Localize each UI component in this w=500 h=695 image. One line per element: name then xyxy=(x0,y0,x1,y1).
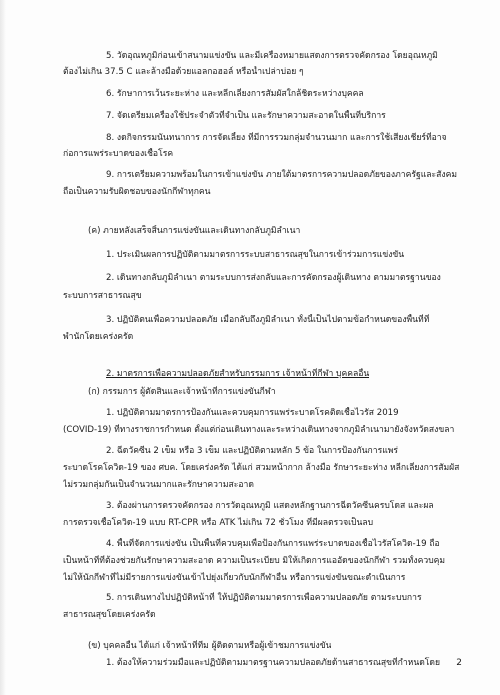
text-line: ระบาดโรคโควิด-19 ของ ศบค. โดยเคร่งครัด ได้แก่ สวมหน้ากาก ล้างมือ รักษาระยะห่าง หลีกเลี่ยงการสัมผัส xyxy=(63,463,460,473)
text-line: 1. ต้องให้ความร่วมมือและปฏิบัติตามมาตรฐานความปลอดภัยด้านสาธารณสุขที่กำหนดโดย xyxy=(106,658,441,668)
text-line: ถือเป็นความรับผิดชอบของนักกีฬาทุกคน xyxy=(63,187,211,197)
text-line: 2. เดินทางกลับภูมิลำเนา ตามระบบการส่งกลับและการคัดกรองผู้เดินทาง ตามมาตรฐานของ xyxy=(106,273,441,283)
text-line: 1. ประเมินผลการปฏิบัติตามมาตรการระบบสาธารณสุขในการเข้าร่วมการแข่งขัน xyxy=(106,250,405,260)
text-line: 6. รักษาการเว้นระยะห่าง และหลีกเลี่ยงการสัมผัสใกล้ชิดระหว่างบุคคล xyxy=(106,89,364,99)
text-line: การตรวจเชื้อโควิด-19 แบบ RT-CPR หรือ ATK ไม่เกิน 72 ชั่วโมง ที่มีผลตรวจเป็นลบ xyxy=(63,518,374,528)
text-line: ระบบการสาธารณสุข xyxy=(63,291,142,301)
text-line: 5. การเดินทางไปปฏิบัติหน้าที่ ให้ปฏิบัติตามมาตรการเพื่อความปลอดภัย ตามระบบการ xyxy=(106,593,422,603)
page-number: 2 xyxy=(456,658,462,668)
text-line: 7. จัดเตรียมเครื่องใช้ประจำตัวที่จำเป็น และรักษาความสะอาดในพื้นที่บริการ xyxy=(106,111,386,121)
subsection-heading: (ข) บุคคลอื่น ได้แก่ เจ้าหน้าที่ทีม ผู้ติดตามหรือผู้เข้าชมการแข่งขัน xyxy=(88,641,332,651)
text-line: ไม่รวมกลุ่มกันเป็นจำนวนมากและรักษาความสะอาด xyxy=(63,480,254,490)
text-line: พำนักโดยเคร่งครัด xyxy=(63,332,134,342)
text-line: ต้องไม่เกิน 37.5 C และล้างมือด้วยแอลกอฮอล์ หรือน้ำเปล่าบ่อย ๆ xyxy=(63,67,304,77)
text-line: 9. การเตรียมความพร้อมในการเข้าแข่งขัน ภายใต้มาตรการความปลอดภัยของภาครัฐและสังคม xyxy=(106,170,457,180)
section-heading: (ค) ภายหลังเสร็จสิ้นการแข่งขันและเดินทางกลับภูมิลำเนา xyxy=(88,226,301,236)
page-edge-shadow xyxy=(0,0,6,695)
text-line: 3. ปฏิบัติตนเพื่อความปลอดภัย เมื่อกลับถึงภูมิลำเนา ทั้งนี้เป็นไปตามข้อกำหนดของพื้นที่ที่ xyxy=(106,315,430,325)
text-line: 2. ฉีดวัคซีน 2 เข็ม หรือ 3 เข็ม และปฏิบัติตามหลัก 5 ข้อ ในการป้องกันการแพร่ xyxy=(106,446,399,456)
text-line: 8. งดกิจกรรมนันทนาการ การจัดเลี้ยง ที่มีการรวมกลุ่มจำนวนมาก และการใช้เสียงเชียร์ที่อาจ xyxy=(106,133,447,143)
text-line: 4. พื้นที่จัดการแข่งขัน เป็นพื้นที่ควบคุมเพื่อป้องกันการแพร่ระบาดของเชื้อไวรัสโควิด-19 ถือ xyxy=(106,539,440,549)
section-heading: 2. มาตรการเพื่อความปลอดภัยสำหรับกรรมการ เจ้าหน้าที่กีฬา บุคคลอื่น xyxy=(106,369,370,379)
text-line: (COVID-19) ที่ทางราชการกำหนด ตั้งแต่ก่อนเดินทางและระหว่างเดินทางจากภูมิลำเนามายังจังหวัดสงขลา xyxy=(63,425,455,435)
text-line: ไม่ให้นักกีฬาที่ไม่มีรายการแข่งขันเข้าไปยุ่งเกี่ยวกับนักกีฬาอื่น หรือการแข่งขันขณะดำเนินการ xyxy=(63,573,406,583)
subsection-heading: (ก) กรรมการ ผู้ตัดสินและเจ้าหน้าที่การแข่งขันกีฬา xyxy=(88,387,276,397)
text-line: เป็นหน้าที่ที่ต้องช่วยกันรักษาความสะอาด ความเป็นระเบียบ มิให้เกิดการแออัดของนักกีฬา รวมทั้งควบคุม xyxy=(63,556,446,566)
text-line: 1. ปฏิบัติตามมาตรการป้องกันและควบคุมการแพร่ระบาดโรคติดเชื้อไวรัส 2019 xyxy=(106,408,399,418)
text-line: 3. ต้องผ่านการตรวจคัดกรอง การวัดอุณหภูมิ แสดงหลักฐานการฉีดวัคซีนครบโดส และผล xyxy=(106,501,434,511)
text-line: ก่อการแพร่ระบาดของเชื้อโรค xyxy=(63,149,174,159)
text-line: สาธารณสุขโดยเคร่งครัด xyxy=(63,610,156,620)
text-line: 5. วัดอุณหภูมิก่อนเข้าสนามแข่งขัน และมีเครื่องหมายแสดงการตรวจคัดกรอง โดยอุณหภูมิ xyxy=(106,51,438,61)
